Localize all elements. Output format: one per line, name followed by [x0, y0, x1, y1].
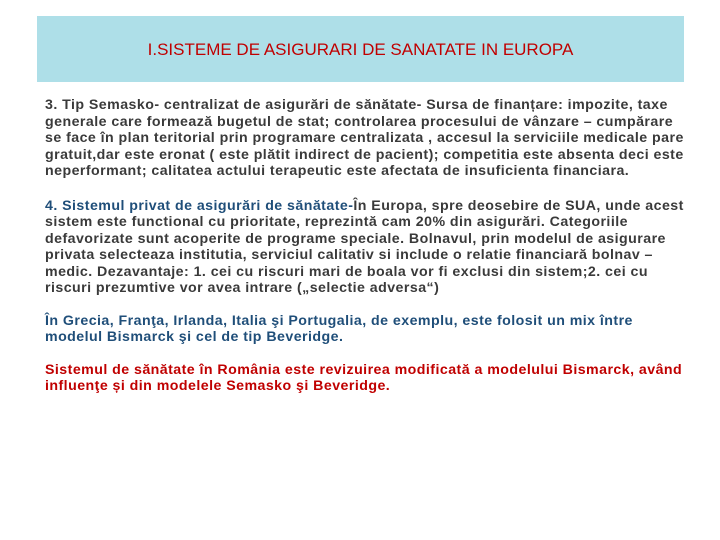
- title-banner: [37, 16, 684, 82]
- slide-body: [45, 97, 685, 395]
- paragraph-mixed-model: În Grecia, Franţa, Irlanda, Italia şi Portugalia, de exemplu, este folosit un mix între modelul Bismarck şi cel de tip Beveridge.: [45, 312, 633, 345]
- paragraph-romania: Sistemul de sănătate în România este revizuirea modificată a modelului Bismarck, având influenţe și din modelele Semasko şi Beveridge.: [45, 361, 683, 394]
- paragraph-private-insurance-lead: 4. Sistemul privat de asigurări de sănătate-: [45, 197, 354, 214]
- paragraph-semasko-text: centralizat de asigurări de sănătate- Sursa de finanțare: impozite, taxe generale care formează bugetul de stat; controlarea procesului de vânzare – cumpărare se face în plan teritorial prin programare centralizata , accesul la serviciile medicale pare gratuit,dar este eronat ( este plătit indirect de pacient); competitia este absenta deci este neperformant; calitatea actului terapeutic este afectata de insuficienta financiara.: [45, 97, 684, 179]
- paragraph-semasko-lead: 3. Tip Semasko-: [45, 97, 160, 113]
- paragraph-private-insurance: [45, 198, 685, 297]
- page-title: I.SISTEME DE ASIGURARI DE SANATATE IN EUROPA: [147, 40, 574, 59]
- paragraph-private-insurance-text: În Europa, spre deosebire de SUA, unde acest sistem este functional cu prioritate, reprezintă cam 20% din asigurări. Categoriile defavorizate sunt acoperite de programe speciale. Bolnavul, prin modelul de asigurare privata selecteaza institutia, serviciul calitativ si include o relatie financiară bolnav – medic. Dezavantaje: 1. cei cu riscuri mari de boala vor fi exclusi din sistem;2. cei cu riscuri prezumtive vor avea intrare („selectie adversa“): [45, 197, 684, 296]
- paragraph-semasko: [45, 97, 685, 180]
